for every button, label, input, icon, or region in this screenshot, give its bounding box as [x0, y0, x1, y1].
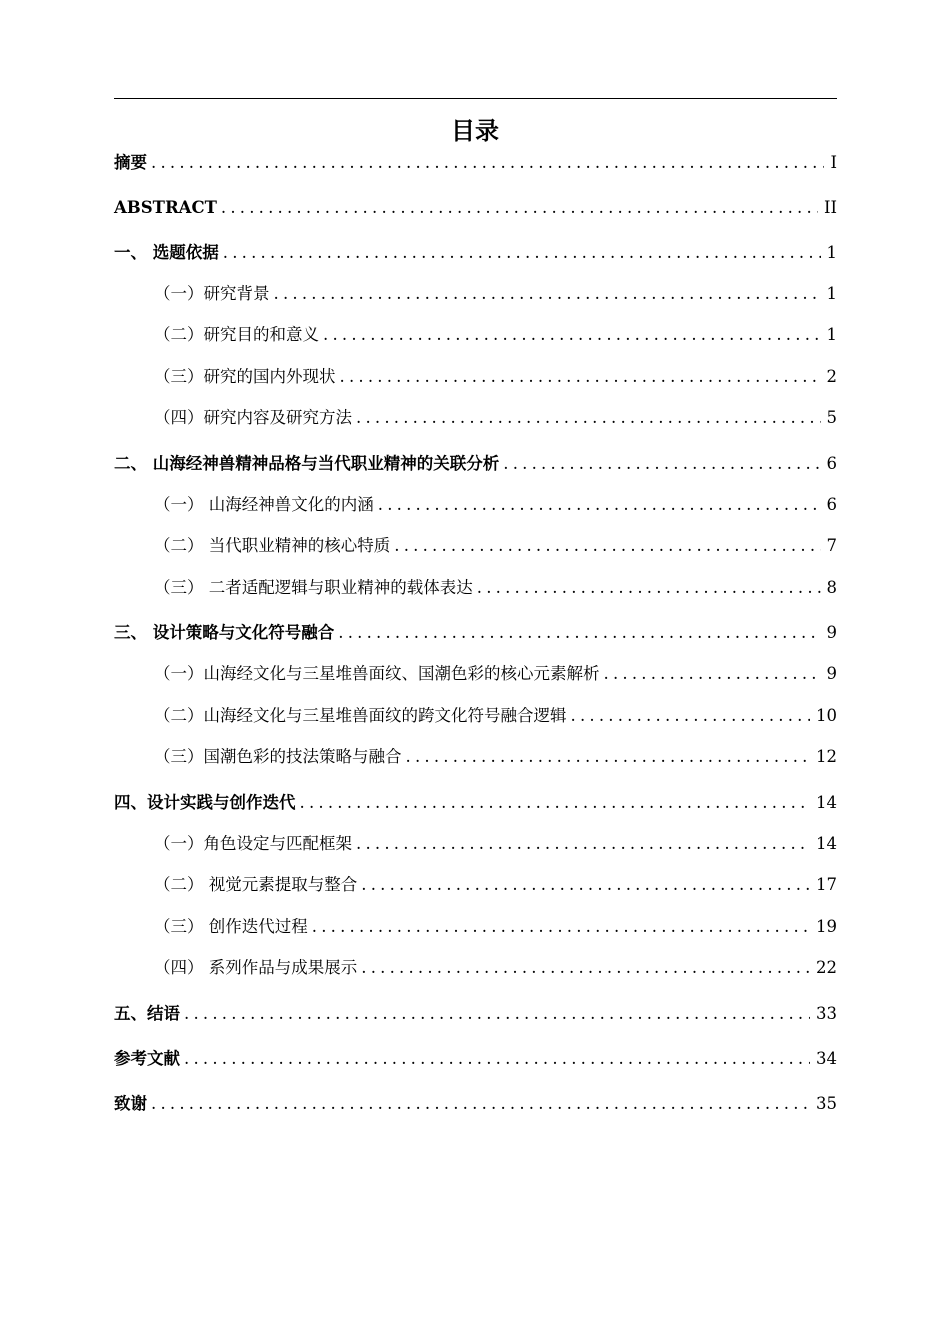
toc-entry-label: 摘要: [114, 153, 147, 172]
toc-page-number: 9: [826, 664, 837, 683]
toc-dot-leader: [151, 152, 824, 174]
toc-entry-section-2-2[interactable]: [154, 535, 837, 557]
toc-entry-label: （四）研究内容及研究方法: [154, 408, 352, 427]
toc-entry-label: （一）角色设定与匹配框架: [154, 834, 352, 853]
toc-dot-leader: [340, 366, 821, 388]
toc-dot-leader: [378, 494, 821, 516]
toc-entry-chapter-4[interactable]: [114, 792, 837, 814]
toc-page-number: 7: [826, 536, 837, 555]
toc-dot-leader: [356, 407, 821, 429]
toc-entry-label: （一）山海经文化与三星堆兽面纹、国潮色彩的核心元素解析: [154, 664, 600, 683]
toc-entry-acknowledgements[interactable]: [114, 1093, 837, 1115]
toc-entry-section-4-4[interactable]: [154, 957, 837, 979]
toc-dot-leader: [223, 242, 821, 264]
toc-dot-leader: [338, 622, 820, 644]
toc-entry-label: （三） 二者适配逻辑与职业精神的载体表达: [154, 578, 473, 597]
toc-dot-leader: [406, 746, 811, 768]
toc-entry-label: 四、设计实践与创作迭代: [114, 793, 296, 812]
toc-entry-label: ABSTRACT: [114, 198, 217, 217]
toc-dot-leader: [151, 1093, 810, 1115]
toc-entry-label: （二） 视觉元素提取与整合: [154, 875, 358, 894]
toc-title: 目录: [451, 117, 499, 145]
toc-entry-chapter-3[interactable]: [114, 622, 837, 644]
toc-entry-section-3-1[interactable]: [154, 663, 837, 685]
toc-dot-leader: [323, 324, 821, 346]
toc-page-number: 6: [826, 495, 837, 514]
toc-dot-leader: [300, 792, 811, 814]
toc-entry-label: （三）研究的国内外现状: [154, 367, 336, 386]
toc-dot-leader: [184, 1003, 810, 1025]
toc-entry-label: （四） 系列作品与成果展示: [154, 958, 358, 977]
toc-page-number: 14: [816, 834, 837, 853]
toc-dot-leader: [356, 833, 810, 855]
toc-entry-label: 致谢: [114, 1094, 147, 1113]
toc-page-number: 6: [826, 454, 837, 473]
toc-entry-label: （三） 创作迭代过程: [154, 917, 308, 936]
toc-page-number: 2: [826, 367, 837, 386]
toc-page-number: 5: [826, 408, 837, 427]
toc-page-number: 33: [816, 1004, 837, 1023]
toc-dot-leader: [312, 916, 810, 938]
toc-entry-section-1-4[interactable]: [154, 407, 837, 429]
toc-page-number: 9: [826, 623, 837, 642]
toc-dot-leader: [274, 283, 821, 305]
toc-page-number: II: [823, 198, 837, 217]
toc-entry-section-1-1[interactable]: [154, 283, 837, 305]
toc-entry-chapter-1[interactable]: [114, 242, 837, 264]
toc-entry-section-3-2[interactable]: [154, 705, 837, 727]
toc-page-number: 12: [816, 747, 837, 766]
toc-page-number: 17: [816, 875, 837, 894]
toc-entry-section-2-1[interactable]: [154, 494, 837, 516]
toc-entry-section-4-1[interactable]: [154, 833, 837, 855]
toc-entry-label: （二） 当代职业精神的核心特质: [154, 536, 391, 555]
toc-entry-label: 二、 山海经神兽精神品格与当代职业精神的关联分析: [114, 454, 500, 473]
toc-entry-label: （三）国潮色彩的技法策略与融合: [154, 747, 402, 766]
toc-page-number: 35: [816, 1094, 837, 1113]
toc-page-number: 10: [816, 706, 837, 725]
toc-entry-section-4-3[interactable]: [154, 916, 837, 938]
toc-dot-leader: [184, 1048, 810, 1070]
toc-page-number: 1: [826, 243, 837, 262]
toc-page-number: 14: [816, 793, 837, 812]
toc-entry-section-3-3[interactable]: [154, 746, 837, 768]
toc-page-number: 22: [816, 958, 837, 977]
toc-entry-references[interactable]: [114, 1048, 837, 1070]
toc-entry-label: （一）研究背景: [154, 284, 270, 303]
toc-entry-chapter-2[interactable]: [114, 453, 837, 475]
toc-entry-label: 五、结语: [114, 1004, 180, 1023]
toc-dot-leader: [477, 577, 821, 599]
toc-entry-section-1-3[interactable]: [154, 366, 837, 388]
toc-entry-label: （一） 山海经神兽文化的内涵: [154, 495, 374, 514]
toc-page-number: 19: [816, 917, 837, 936]
toc-dot-leader: [571, 705, 811, 727]
toc-page-number: I: [830, 153, 837, 172]
toc-entry-abstract-cn[interactable]: [114, 152, 837, 174]
toc-dot-leader: [604, 663, 821, 685]
toc-entry-abstract-en[interactable]: [114, 197, 837, 219]
toc-entry-label: （二）研究目的和意义: [154, 325, 319, 344]
toc-dot-leader: [394, 535, 820, 557]
toc-page-number: 1: [826, 325, 837, 344]
toc-entry-label: 参考文献: [114, 1049, 180, 1068]
toc-entry-section-2-3[interactable]: [154, 577, 837, 599]
toc-dot-leader: [361, 874, 810, 896]
toc-page-number: 8: [826, 578, 837, 597]
toc-page-number: 34: [816, 1049, 837, 1068]
toc-entry-label: （二）山海经文化与三星堆兽面纹的跨文化符号融合逻辑: [154, 706, 567, 725]
toc-entry-label: 三、 设计策略与文化符号融合: [114, 623, 335, 642]
toc-dot-leader: [221, 197, 818, 219]
toc-page-number: 1: [826, 284, 837, 303]
toc-entry-chapter-5[interactable]: [114, 1003, 837, 1025]
toc-entry-section-1-2[interactable]: [154, 324, 837, 346]
toc-dot-leader: [503, 453, 820, 475]
toc-dot-leader: [361, 957, 810, 979]
toc-entry-section-4-2[interactable]: [154, 874, 837, 896]
toc-entry-label: 一、 选题依据: [114, 243, 219, 262]
